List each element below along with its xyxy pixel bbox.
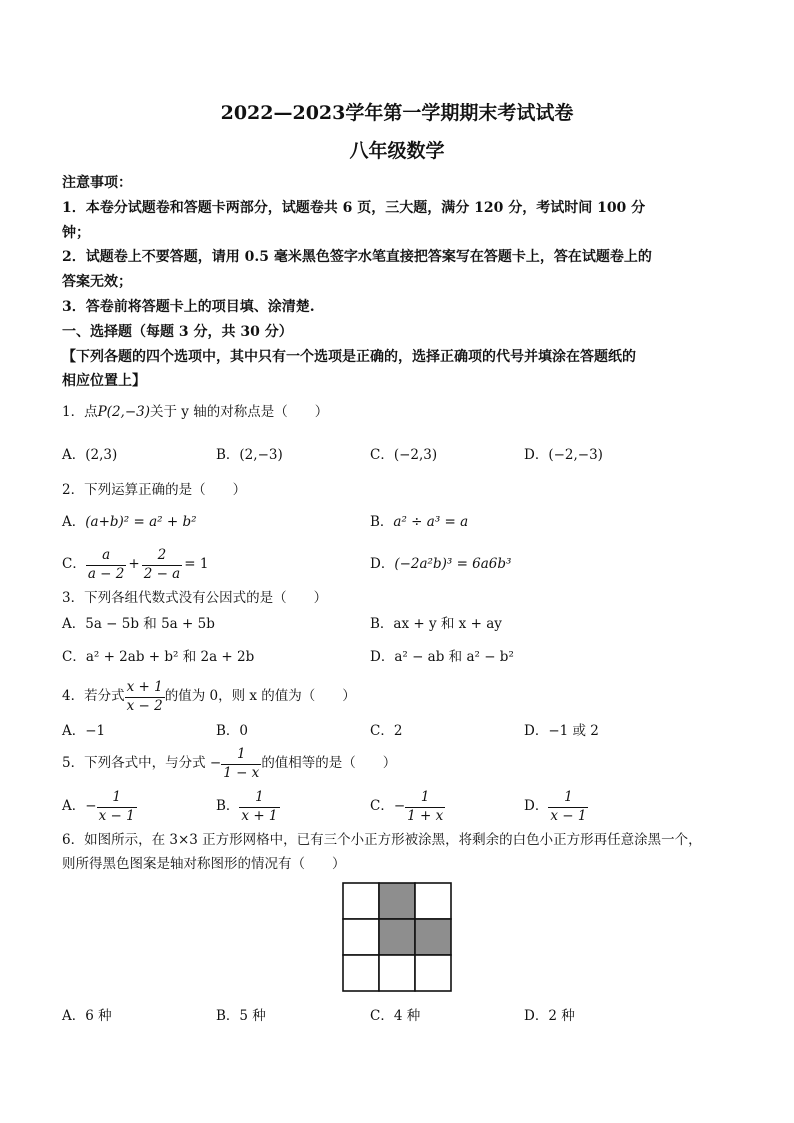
q5-a-label: A．−	[62, 798, 97, 815]
q3-option-a: A．5a − 5b 和 5a + 5b	[62, 616, 215, 632]
question-4-stem	[62, 680, 356, 714]
q3-option-d: D．a² − ab 和 a² − b²	[370, 649, 514, 665]
notice-heading: 注意事项：	[62, 175, 132, 191]
question-3-stem: 3．下列各组代数式没有公因式的是（ ）	[62, 590, 328, 606]
notice-item-1-line-1: 1．本卷分试题卷和答题卡两部分，试题卷共 6 页，三大题，满分 120 分，考试时间 100 分	[62, 200, 646, 216]
question-6-stem-line-2: 则所得黑色图案是轴对称图形的情况有（ ）	[62, 856, 346, 872]
grid-cell-shaded	[415, 919, 451, 955]
q2-a-expr: (a+b)² = a² + b²	[85, 514, 197, 530]
notice-item-3: 3．答卷前将答题卡上的项目填、涂清楚.	[62, 299, 315, 315]
q4-suffix: 的值为 0，则 x 的值为（ ）	[164, 688, 356, 705]
q5-fraction	[221, 747, 261, 781]
q2-option-c	[62, 548, 208, 582]
question-2-stem: 2．下列运算正确的是（ ）	[62, 482, 247, 498]
q5-d-num: 1	[548, 790, 588, 808]
notice-item-2-line-1: 2．试题卷上不要答题，请用 0.5 毫米黑色签字水笔直接把答案写在答题卡上，答在试题卷上的	[62, 249, 652, 265]
q4-num: x + 1	[125, 680, 165, 698]
q1-option-c: C．(−2,3)	[370, 447, 438, 463]
q2-d-expr: (−2a²b)³ = 6a6b³	[394, 556, 512, 572]
q5-c-fraction	[405, 790, 445, 824]
q5-c-den: 1 + x	[407, 807, 444, 824]
q2-d-label: D．	[370, 556, 395, 572]
q2-b-expr: a² ÷ a³ = a	[393, 514, 469, 530]
section-1-instructions-line-2: 相应位置上】	[62, 373, 146, 389]
grid-cell	[379, 955, 415, 991]
q6-option-b: B．5 种	[216, 1008, 266, 1024]
q4-fraction	[125, 680, 165, 714]
q2-c-den-1: a − 2	[87, 565, 125, 582]
grid-cell	[415, 955, 451, 991]
section-1-instructions-line-1: 【下列各题的四个选项中，其中只有一个选项是正确的，选择正确项的代号并填涂在答题纸的	[62, 349, 636, 365]
q5-c-num: 1	[405, 790, 445, 808]
q5-a-fraction	[97, 790, 137, 824]
q5-num: 1	[221, 747, 261, 765]
q2-c-rhs: = 1	[184, 556, 209, 573]
notice-item-1-line-2: 钟；	[62, 225, 90, 241]
q5-option-d	[524, 790, 588, 824]
exam-title: 2022—2023学年第一学期期末考试试卷	[220, 102, 574, 124]
q6-option-d: D．2 种	[524, 1008, 575, 1024]
q6-option-c: C．4 种	[370, 1008, 421, 1024]
q2-a-label: A．	[62, 514, 86, 530]
q1-option-b: B．(2,−3)	[216, 447, 283, 463]
grid-cell	[415, 883, 451, 919]
q1-point: P(2,−3)	[97, 404, 150, 420]
q5-suffix: 的值相等的是（ ）	[261, 755, 397, 772]
q5-d-fraction	[548, 790, 588, 824]
question-5-stem	[62, 747, 396, 781]
exam-subtitle: 八年级数学	[349, 140, 445, 162]
notice-item-2-line-2: 答案无效；	[62, 274, 132, 290]
q6-option-a: A．6 种	[62, 1008, 112, 1024]
question-1-stem	[62, 406, 328, 420]
q5-d-label: D．	[524, 798, 549, 815]
q3-option-b: B．ax + y 和 x + ay	[370, 616, 502, 632]
q5-d-den: x − 1	[550, 807, 587, 824]
q2-c-den-2: 2 − a	[143, 565, 181, 582]
q4-den: x − 2	[126, 697, 163, 714]
q3-option-c: C．a² + 2ab + b² 和 2a + 2b	[62, 649, 255, 665]
q5-c-label: C．−	[370, 798, 406, 815]
q6-grid-figure	[341, 881, 454, 995]
q2-c-plus: +	[128, 556, 140, 573]
q5-b-den: x + 1	[241, 807, 278, 824]
q2-b-label: B．	[370, 514, 394, 530]
q4-option-d: D．−1 或 2	[524, 723, 599, 739]
q5-b-label: B．	[216, 798, 240, 815]
grid-cell-shaded	[379, 919, 415, 955]
q5-b-num: 1	[239, 790, 279, 808]
q5-prefix: 5．下列各式中，与分式 −	[62, 755, 222, 772]
q2-c-fraction-1	[86, 548, 127, 582]
q2-option-b	[370, 516, 468, 530]
grid-cell	[343, 883, 379, 919]
q2-c-label: C．	[62, 556, 86, 573]
grid-cell-shaded	[379, 883, 415, 919]
q2-c-num-2: 2	[142, 548, 183, 566]
q2-option-d	[370, 558, 511, 572]
q5-a-num: 1	[97, 790, 137, 808]
q4-prefix: 4．若分式	[62, 688, 125, 705]
q5-option-c	[370, 790, 445, 824]
grid-cell	[343, 955, 379, 991]
q1-option-d: D．(−2,−3)	[524, 447, 603, 463]
grid-cell	[343, 919, 379, 955]
q1-prefix: 1．点	[62, 404, 98, 420]
q4-option-b: B．0	[216, 723, 249, 739]
q5-den: 1 − x	[223, 764, 260, 781]
q2-c-num-1: a	[86, 548, 127, 566]
q5-option-a	[62, 790, 137, 824]
q5-option-b	[216, 790, 280, 824]
question-6-stem-line-1: 6．如图所示，在 3×3 正方形网格中，已有三个小正方形被涂黑，将剩余的白色小正方形再任意涂黑一个，	[62, 832, 702, 848]
q2-c-fraction-2	[142, 548, 183, 582]
q1-suffix: 关于 y 轴的对称点是（ ）	[150, 404, 329, 420]
q5-b-fraction	[239, 790, 279, 824]
q2-option-a	[62, 516, 197, 530]
q5-a-den: x − 1	[98, 807, 135, 824]
q1-option-a: A．(2,3)	[62, 447, 118, 463]
q4-option-c: C．2	[370, 723, 403, 739]
section-1-heading: 一、选择题（每题 3 分，共 30 分）	[62, 324, 293, 340]
q4-option-a: A．−1	[62, 723, 106, 739]
